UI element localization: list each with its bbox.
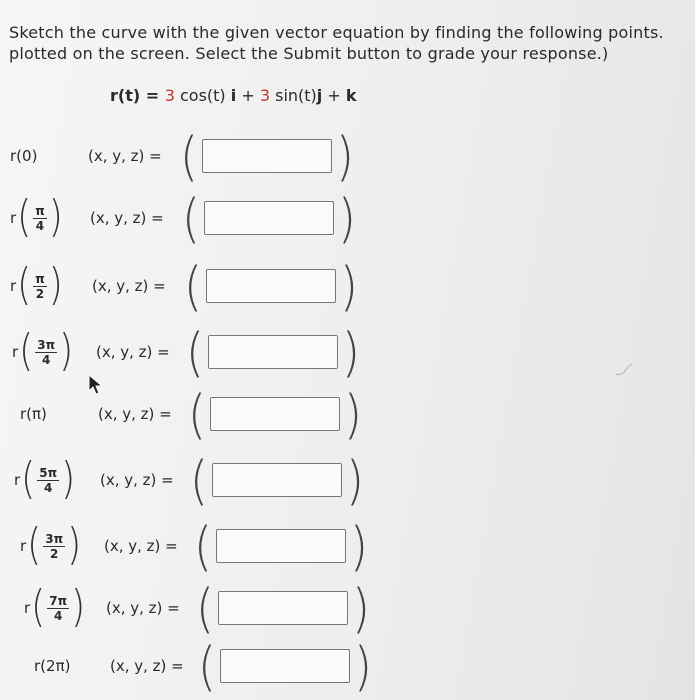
fraction <box>35 338 57 367</box>
equation-plus-1: + <box>236 86 260 105</box>
right-paren: ) <box>48 260 63 310</box>
equation-cos-term: cos(t) <box>174 86 231 105</box>
pencil-mark-icon <box>614 362 634 378</box>
fraction-numerator: π <box>35 271 45 286</box>
equation-unit-j: j <box>316 86 323 105</box>
coordinate-label: (x, y, z) = <box>96 343 170 361</box>
fraction-denominator: 4 <box>35 218 45 233</box>
mouse-pointer-icon <box>88 374 104 396</box>
answer-input[interactable] <box>210 397 340 431</box>
equation-sin-term: sin(t) <box>270 86 317 105</box>
answer-left-paren: ( <box>186 320 204 384</box>
coordinate-label: (x, y, z) = <box>110 657 184 675</box>
answer-right-paren: ) <box>341 320 360 384</box>
point-label-text: r(2π) <box>34 657 71 675</box>
equation-plus-2: + <box>322 86 346 105</box>
point-label-function: r <box>14 471 21 489</box>
left-paren: ( <box>19 326 34 376</box>
left-paren: ( <box>27 520 42 570</box>
fraction-numerator: π <box>35 203 45 218</box>
answer-left-paren: ( <box>188 382 206 446</box>
instructions-line-1: Sketch the curve with the given vector equation by finding the following points. <box>9 23 664 42</box>
answer-input[interactable] <box>212 463 342 497</box>
answer-right-paren: ) <box>345 448 364 512</box>
right-paren: ) <box>67 520 82 570</box>
point-label-function: r <box>10 277 17 295</box>
fraction-denominator: 2 <box>35 286 45 301</box>
fraction-denominator: 4 <box>53 608 63 623</box>
coordinate-label: (x, y, z) = <box>90 209 164 227</box>
answer-left-paren: ( <box>194 514 212 578</box>
fraction <box>43 532 65 561</box>
fraction-numerator: 7π <box>49 593 68 608</box>
fraction-denominator: 4 <box>41 352 51 367</box>
answer-right-paren: ) <box>351 576 370 640</box>
fraction-denominator: 2 <box>49 546 59 561</box>
answer-right-paren: ) <box>349 514 368 578</box>
right-paren: ) <box>61 454 76 504</box>
point-label <box>10 126 37 186</box>
fraction <box>33 272 47 301</box>
point-label-function: r <box>24 599 31 617</box>
equation-unit-k: k <box>345 86 357 105</box>
answer-left-paren: ( <box>196 576 214 640</box>
answer-right-paren: ) <box>353 634 372 698</box>
point-label-function: r <box>10 209 17 227</box>
answer-left-paren: ( <box>198 634 216 698</box>
answer-right-paren: ) <box>335 124 354 188</box>
answer-group <box>188 384 362 444</box>
right-paren: ) <box>48 192 63 242</box>
vector-equation <box>110 86 356 105</box>
answer-input[interactable] <box>202 139 332 173</box>
answer-input[interactable] <box>208 335 338 369</box>
point-row <box>0 384 695 444</box>
answer-group <box>182 188 356 248</box>
instructions-line-2: plotted on the screen. Select the Submit button to grade your response.) <box>9 44 609 63</box>
answer-right-paren: ) <box>337 186 356 250</box>
equation-coefficient-1: 3 <box>164 86 175 105</box>
answer-input[interactable] <box>220 649 350 683</box>
answer-group <box>196 578 370 638</box>
answer-right-paren: ) <box>339 254 358 318</box>
left-paren: ( <box>31 582 46 632</box>
point-label <box>34 636 70 696</box>
answer-input[interactable] <box>204 201 334 235</box>
answer-input[interactable] <box>216 529 346 563</box>
right-paren: ) <box>71 582 86 632</box>
left-paren: ( <box>21 454 36 504</box>
answer-input[interactable] <box>206 269 336 303</box>
instructions <box>9 22 689 64</box>
answer-group <box>180 126 354 186</box>
answer-left-paren: ( <box>182 186 200 250</box>
answer-group <box>186 322 360 382</box>
point-row <box>0 322 695 382</box>
fraction-numerator: 5π <box>39 465 58 480</box>
answer-group <box>194 516 368 576</box>
point-row <box>0 450 695 510</box>
point-row <box>0 578 695 638</box>
coordinate-label: (x, y, z) = <box>104 537 178 555</box>
answer-group <box>198 636 372 696</box>
coordinate-label: (x, y, z) = <box>92 277 166 295</box>
answer-group <box>184 256 358 316</box>
point-row <box>0 256 695 316</box>
coordinate-label: (x, y, z) = <box>88 147 162 165</box>
point-row <box>0 126 695 186</box>
left-paren: ( <box>17 260 32 310</box>
point-label <box>10 256 63 316</box>
point-row <box>0 516 695 576</box>
equation-lhs: r(t) = <box>110 86 165 105</box>
point-label <box>24 578 85 638</box>
equation-unit-i: i <box>230 86 237 105</box>
answer-left-paren: ( <box>184 254 202 318</box>
point-label <box>12 322 73 382</box>
point-label <box>20 516 81 576</box>
answer-left-paren: ( <box>180 124 198 188</box>
coordinate-label: (x, y, z) = <box>98 405 172 423</box>
coordinate-label: (x, y, z) = <box>106 599 180 617</box>
point-label-function: r <box>12 343 19 361</box>
point-row <box>0 636 695 696</box>
answer-left-paren: ( <box>190 448 208 512</box>
answer-input[interactable] <box>218 591 348 625</box>
fraction-numerator: 3π <box>45 531 64 546</box>
point-label-function: r <box>20 537 27 555</box>
fraction-denominator: 4 <box>43 480 53 495</box>
left-paren: ( <box>17 192 32 242</box>
fraction <box>37 466 59 495</box>
answer-right-paren: ) <box>343 382 362 446</box>
coordinate-label: (x, y, z) = <box>100 471 174 489</box>
point-label <box>14 450 75 510</box>
point-label-text: r(0) <box>10 147 38 165</box>
point-row <box>0 188 695 248</box>
equation-coefficient-2: 3 <box>259 86 271 105</box>
point-label <box>10 188 63 248</box>
fraction-numerator: 3π <box>37 337 56 352</box>
point-label-text: r(π) <box>20 405 47 423</box>
answer-group <box>190 450 364 510</box>
fraction <box>47 594 69 623</box>
fraction <box>33 204 47 233</box>
right-paren: ) <box>59 326 74 376</box>
point-label <box>20 384 47 444</box>
